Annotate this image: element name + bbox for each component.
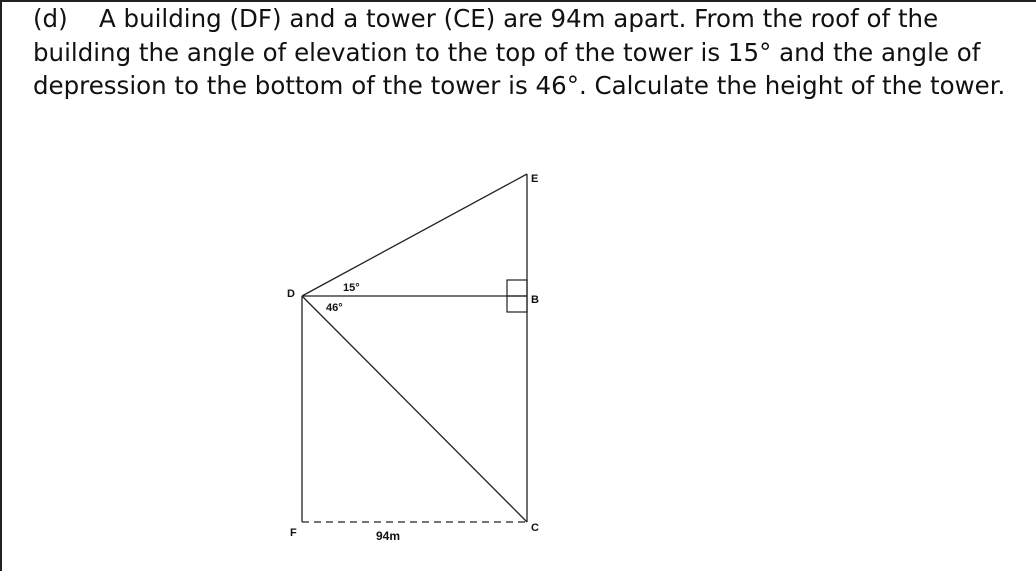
angle-label-depression: 46° — [326, 302, 343, 314]
angle-label-elevation: 15° — [343, 282, 360, 294]
question-line-1-text: A building (DF) and a tower (CE) are 94m apart. From the roof of the — [99, 4, 939, 33]
question-line-2: building the angle of elevation to the top of the tower is 15° and the angle of — [33, 37, 981, 67]
distance-label: 94m — [376, 529, 401, 543]
point-label-d: D — [287, 288, 295, 300]
sight-line-de — [302, 174, 527, 296]
point-label-b: B — [531, 294, 539, 306]
part-label: (d) — [33, 4, 68, 33]
point-label-e: E — [531, 173, 539, 185]
sight-line-dc — [302, 296, 527, 522]
point-label-c: C — [531, 522, 539, 534]
point-label-f: F — [290, 527, 297, 539]
question-line-3: depression to the bottom of the tower is 46°. Calculate the height of the tower. — [33, 71, 1006, 100]
